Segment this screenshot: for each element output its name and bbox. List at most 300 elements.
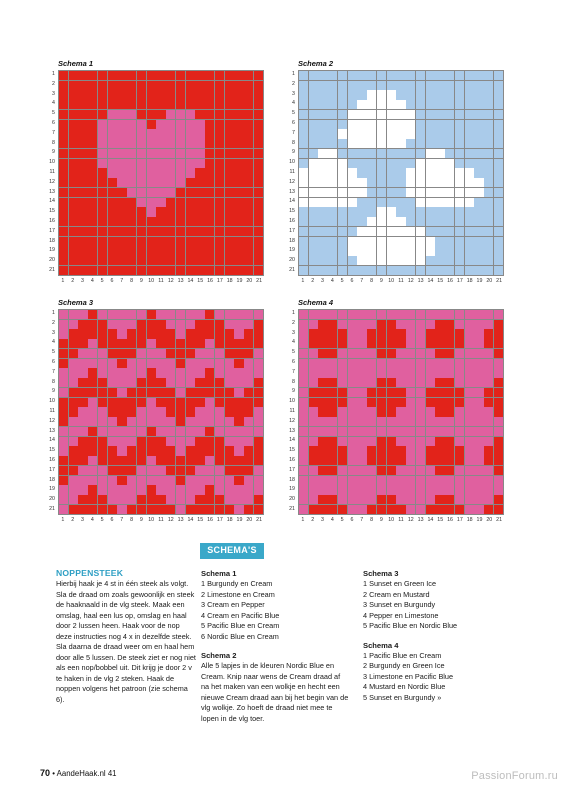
grid-cell	[59, 129, 68, 138]
grid-cell	[225, 81, 234, 90]
grid-cell	[166, 417, 175, 426]
row-number: 20	[49, 496, 55, 503]
row-number: 10	[289, 159, 295, 166]
grid-cell	[357, 81, 366, 90]
grid-cell	[186, 81, 195, 90]
grid-cell	[494, 149, 503, 158]
grid-cell	[426, 71, 435, 80]
grid-cell	[166, 359, 175, 368]
grid-cell	[299, 310, 308, 319]
grid-cell	[88, 427, 97, 436]
grid-cell	[494, 368, 503, 377]
grid-cell	[426, 398, 435, 407]
grid-cell	[318, 266, 327, 275]
grid-cell	[59, 349, 68, 358]
grid-cell	[88, 339, 97, 348]
grid-cell	[137, 168, 146, 177]
grid-cell	[406, 349, 415, 358]
column-number: 9	[379, 278, 383, 284]
grid-cell	[137, 100, 146, 109]
grid-cell	[494, 100, 503, 109]
grid-cell	[156, 359, 165, 368]
grid-cell	[367, 237, 376, 246]
grid-cell	[59, 359, 68, 368]
grid-cell	[416, 476, 425, 485]
grid-cell	[494, 198, 503, 207]
grid-cell	[244, 505, 253, 514]
grid-cell	[195, 368, 204, 377]
grid-cell	[338, 388, 347, 397]
grid-cell	[357, 427, 366, 436]
grid-cell	[338, 207, 347, 216]
list-item: 3 Limestone en Pacific Blue	[363, 671, 454, 681]
grid-cell	[328, 456, 337, 465]
grid-cell	[318, 81, 327, 90]
grid-cell	[455, 227, 464, 236]
grid-cell	[254, 437, 263, 446]
column-number: 9	[139, 278, 143, 284]
grid-cell	[484, 237, 493, 246]
grid-cell	[416, 237, 425, 246]
grid-cell	[137, 217, 146, 226]
grid-cell	[426, 168, 435, 177]
grid-cell	[318, 378, 327, 387]
grid-cell	[244, 149, 253, 158]
grid-cell	[377, 407, 386, 416]
grid-cell	[309, 320, 318, 329]
grid-cell	[147, 456, 156, 465]
grid-cell	[156, 168, 165, 177]
grid-cell	[254, 217, 263, 226]
grid-cell	[69, 100, 78, 109]
row-number: 3	[292, 329, 295, 336]
grid-cell	[117, 485, 126, 494]
grid-cell	[78, 120, 87, 129]
grid-cell	[59, 320, 68, 329]
grid-cell	[299, 168, 308, 177]
grid-cell	[445, 139, 454, 148]
grid-cell	[416, 417, 425, 426]
grid-cell	[396, 368, 405, 377]
grid-cell	[465, 378, 474, 387]
grid-cell	[176, 139, 185, 148]
row-number: 2	[52, 80, 55, 87]
grid-cell	[426, 349, 435, 358]
grid-cell	[205, 129, 214, 138]
grid-cell	[387, 437, 396, 446]
column-number: 20	[486, 278, 493, 284]
grid-cell	[147, 368, 156, 377]
grid-cell	[176, 100, 185, 109]
grid-cell	[69, 485, 78, 494]
grid-cell	[254, 320, 263, 329]
grid-cell	[367, 368, 376, 377]
schema-1-heading: Schema 1	[201, 569, 237, 578]
grid-cell	[186, 237, 195, 246]
grid-cell	[156, 407, 165, 416]
grid-cell	[445, 466, 454, 475]
grid-cell	[396, 485, 405, 494]
grid-cell	[426, 149, 435, 158]
list-item: 6 Nordic Blue en Cream	[201, 631, 279, 641]
grid-cell	[69, 427, 78, 436]
grid-cell	[396, 266, 405, 275]
grid-cell	[435, 120, 444, 129]
row-number: 5	[52, 349, 55, 356]
grid-cell	[205, 407, 214, 416]
grid-cell	[225, 466, 234, 475]
grid-cell	[338, 139, 347, 148]
grid-cell	[367, 485, 376, 494]
grid-cell	[396, 81, 405, 90]
grid-cell	[318, 398, 327, 407]
grid-cell	[377, 237, 386, 246]
grid-cell	[348, 359, 357, 368]
grid-cell	[318, 110, 327, 119]
grid-cell	[205, 266, 214, 275]
grid-cell	[435, 168, 444, 177]
grid-cell	[244, 227, 253, 236]
grid-cell	[435, 178, 444, 187]
grid-cell	[455, 359, 464, 368]
grid-cell	[186, 359, 195, 368]
grid-cell	[147, 110, 156, 119]
grid-cell	[299, 427, 308, 436]
grid-cell	[156, 207, 165, 216]
grid-cell	[406, 100, 415, 109]
grid-cell	[328, 485, 337, 494]
grid-cell	[137, 378, 146, 387]
column-number: 4	[90, 517, 94, 523]
grid-cell	[396, 178, 405, 187]
grid-cell	[318, 168, 327, 177]
grid-cell	[244, 178, 253, 187]
grid-cell	[484, 90, 493, 99]
column-number: 6	[110, 278, 114, 284]
grid-cell	[234, 417, 243, 426]
grid-cell	[299, 339, 308, 348]
grid-cell	[195, 266, 204, 275]
grid-cell	[205, 168, 214, 177]
grid-cell	[299, 198, 308, 207]
grid-cell	[455, 198, 464, 207]
grid-cell	[147, 81, 156, 90]
grid-cell	[88, 198, 97, 207]
grid-cell	[78, 320, 87, 329]
grid-cell	[416, 407, 425, 416]
grid-cell	[215, 100, 224, 109]
grid-cell	[416, 90, 425, 99]
row-number: 9	[292, 149, 295, 156]
grid-cell	[426, 217, 435, 226]
grid-cell	[195, 81, 204, 90]
grid-cell	[117, 198, 126, 207]
row-number: 9	[52, 388, 55, 395]
grid-cell	[387, 320, 396, 329]
row-number: 20	[289, 257, 295, 264]
grid-cell	[78, 198, 87, 207]
grid-cell	[156, 417, 165, 426]
grid-cell	[338, 495, 347, 504]
grid-cell	[137, 159, 146, 168]
grid-cell	[309, 198, 318, 207]
grid-cell	[244, 427, 253, 436]
grid-cell	[108, 427, 117, 436]
grid-cell	[176, 110, 185, 119]
grid-cell	[318, 246, 327, 255]
grid-cell	[166, 339, 175, 348]
grid-cell	[445, 310, 454, 319]
grid-cell	[357, 368, 366, 377]
grid-cell	[494, 349, 503, 358]
grid-cell	[98, 485, 107, 494]
grid-cell	[377, 310, 386, 319]
grid-cell	[166, 427, 175, 436]
grid-cell	[117, 266, 126, 275]
grid-cell	[186, 110, 195, 119]
grid-cell	[406, 485, 415, 494]
grid-cell	[186, 417, 195, 426]
grid-cell	[59, 246, 68, 255]
grid-cell	[166, 398, 175, 407]
grid-cell	[367, 329, 376, 338]
grid-cell	[137, 446, 146, 455]
grid-cell	[299, 139, 308, 148]
grid-cell	[328, 407, 337, 416]
column-number: 8	[130, 278, 134, 284]
grid-cell	[127, 505, 136, 514]
grid-cell	[244, 168, 253, 177]
grid-cell	[484, 476, 493, 485]
grid-cell	[445, 476, 454, 485]
grid-cell	[396, 237, 405, 246]
grid-cell	[396, 256, 405, 265]
grid-cell	[396, 188, 405, 197]
grid-cell	[484, 320, 493, 329]
grid-cell	[309, 368, 318, 377]
grid-cell	[435, 476, 444, 485]
grid-cell	[147, 446, 156, 455]
grid-cell	[156, 476, 165, 485]
row-number: 8	[52, 139, 55, 146]
grid-cell	[254, 427, 263, 436]
grid-cell	[254, 266, 263, 275]
grid-cell	[406, 417, 415, 426]
row-number: 2	[292, 80, 295, 87]
grid-cell	[445, 217, 454, 226]
grid-cell	[357, 217, 366, 226]
grid-cell	[328, 310, 337, 319]
grid-cell	[318, 149, 327, 158]
grid-cell	[435, 378, 444, 387]
grid-cell	[215, 310, 224, 319]
grid-cell	[348, 339, 357, 348]
column-number: 17	[216, 517, 223, 523]
grid-cell	[455, 505, 464, 514]
grid-cell	[98, 120, 107, 129]
grid-cell	[234, 456, 243, 465]
grid-cell	[435, 339, 444, 348]
grid-cell	[484, 378, 493, 387]
grid-cell	[137, 207, 146, 216]
grid-cell	[377, 139, 386, 148]
grid-cell	[328, 505, 337, 514]
grid-cell	[357, 398, 366, 407]
grid-cell	[318, 129, 327, 138]
grid-cell	[387, 110, 396, 119]
grid-cell	[465, 466, 474, 475]
column-number: 1	[301, 278, 305, 284]
grid-cell	[455, 456, 464, 465]
grid-cell	[348, 378, 357, 387]
grid-cell	[396, 349, 405, 358]
grid-cell	[215, 237, 224, 246]
grid-cell	[108, 368, 117, 377]
grid-cell	[186, 427, 195, 436]
grid-cell	[387, 168, 396, 177]
grid-cell	[156, 456, 165, 465]
grid-cell	[108, 198, 117, 207]
grid-cell	[88, 81, 97, 90]
grid-cell	[494, 466, 503, 475]
grid-cell	[328, 437, 337, 446]
column-number: 16	[207, 517, 213, 523]
grid-cell	[416, 159, 425, 168]
grid-cell	[348, 466, 357, 475]
grid-cell	[387, 71, 396, 80]
column-number: 20	[486, 517, 493, 523]
grid-cell	[416, 310, 425, 319]
grid-cell	[474, 339, 483, 348]
grid-cell	[88, 466, 97, 475]
grid-cell	[254, 310, 263, 319]
grid-cell	[117, 437, 126, 446]
grid-cell	[156, 129, 165, 138]
grid-cell	[396, 207, 405, 216]
grid-cell	[416, 120, 425, 129]
grid-cell	[357, 120, 366, 129]
grid-cell	[494, 359, 503, 368]
grid-cell	[127, 329, 136, 338]
grid-cell	[348, 217, 357, 226]
grid-cell	[176, 398, 185, 407]
list-item: 3 Sunset en Burgundy	[363, 600, 436, 609]
grid-cell	[455, 446, 464, 455]
grid-cell	[426, 310, 435, 319]
grid-cell	[445, 359, 454, 368]
grid-cell	[108, 81, 117, 90]
grid-cell	[367, 427, 376, 436]
grid-cell	[406, 329, 415, 338]
grid-cell	[484, 456, 493, 465]
grid-cell	[225, 310, 234, 319]
grid-cell	[108, 227, 117, 236]
row-number: 16	[49, 457, 55, 464]
grid-cell	[69, 368, 78, 377]
grid-cell	[348, 427, 357, 436]
grid-cell	[176, 168, 185, 177]
grid-cell	[309, 466, 318, 475]
grid-cell	[474, 227, 483, 236]
row-number: 5	[52, 110, 55, 117]
grid-cell	[357, 237, 366, 246]
grid-cell	[137, 198, 146, 207]
grid-cell	[147, 476, 156, 485]
grid-cell	[59, 310, 68, 319]
grid-cell	[156, 227, 165, 236]
grid-cell	[387, 456, 396, 465]
grid-cell	[348, 227, 357, 236]
grid-cell	[69, 149, 78, 158]
grid-cell	[117, 129, 126, 138]
grid-cell	[234, 198, 243, 207]
grid-cell	[88, 188, 97, 197]
grid-cell	[328, 339, 337, 348]
grid-cell	[78, 466, 87, 475]
grid-cell	[234, 237, 243, 246]
grid-cell	[186, 329, 195, 338]
grid-cell	[225, 71, 234, 80]
grid-cell	[416, 149, 425, 158]
grid-cell	[299, 129, 308, 138]
grid-cell	[234, 320, 243, 329]
grid-cell	[474, 159, 483, 168]
grid-cell	[195, 149, 204, 158]
grid-cell	[244, 129, 253, 138]
grid-cell	[156, 329, 165, 338]
grid-cell	[59, 368, 68, 377]
grid-cell	[309, 149, 318, 158]
grid-cell	[166, 378, 175, 387]
grid-cell	[357, 256, 366, 265]
column-number: 2	[311, 517, 315, 523]
grid-cell	[195, 456, 204, 465]
grid-cell	[186, 378, 195, 387]
grid-cell	[234, 310, 243, 319]
grid-cell	[367, 207, 376, 216]
grid-cell	[147, 398, 156, 407]
grid-cell	[309, 120, 318, 129]
grid-cell	[225, 120, 234, 129]
grid-cell	[387, 81, 396, 90]
grid-cell	[435, 437, 444, 446]
grid-cell	[166, 456, 175, 465]
grid-cell	[176, 456, 185, 465]
grid-cell	[435, 505, 444, 514]
grid-cell	[426, 81, 435, 90]
grid-cell	[484, 217, 493, 226]
grid-cell	[78, 246, 87, 255]
grid-cell	[176, 188, 185, 197]
grid-cell	[88, 485, 97, 494]
grid-cell	[244, 246, 253, 255]
grid-cell	[416, 188, 425, 197]
grid-cell	[309, 81, 318, 90]
grid-cell	[465, 417, 474, 426]
grid-cell	[225, 407, 234, 416]
grid-cell	[117, 495, 126, 504]
grid-cell	[215, 456, 224, 465]
grid-cell	[484, 246, 493, 255]
grid-cell	[195, 476, 204, 485]
grid-cell	[348, 207, 357, 216]
grid-cell	[205, 310, 214, 319]
grid-cell	[88, 456, 97, 465]
row-number: 4	[52, 100, 55, 107]
grid-cell	[186, 100, 195, 109]
grid-cell	[88, 266, 97, 275]
grid-cell	[78, 71, 87, 80]
